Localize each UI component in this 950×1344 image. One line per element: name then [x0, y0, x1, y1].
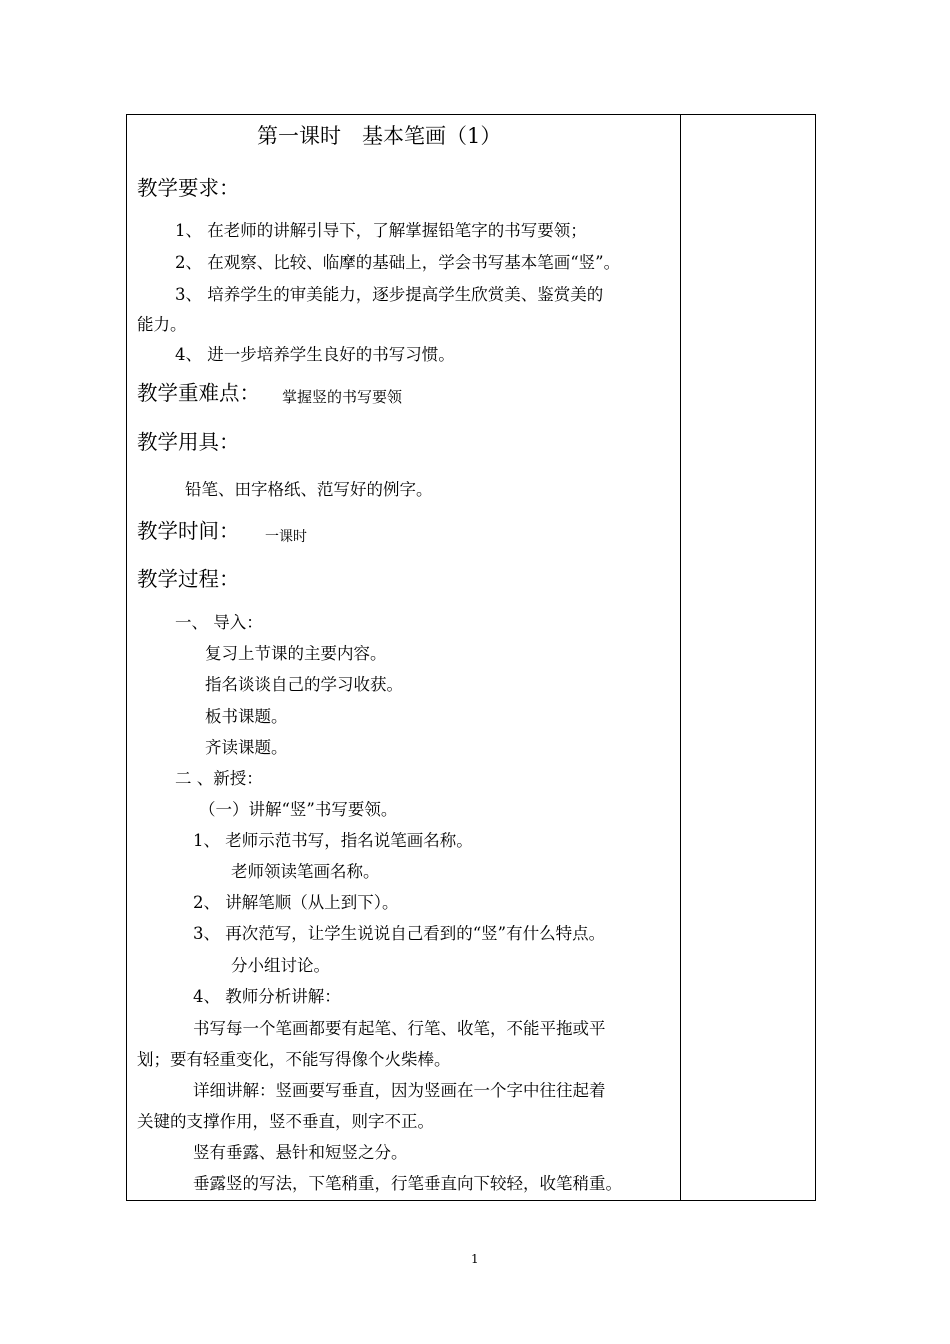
process-line: 3、 再次范写，让学生说说自己看到的“竖”有什么特点。	[193, 924, 606, 943]
lesson-content-cell	[127, 115, 680, 1200]
process-line: 书写每一个笔画都要有起笔、行笔、收笔，不能平拖或平	[193, 1019, 606, 1038]
process-line: 二 、新授：	[175, 769, 263, 788]
lesson-plan-table	[126, 114, 816, 1201]
process-line: 一、 导入：	[175, 613, 263, 632]
requirements-heading: 教学要求：	[137, 176, 240, 200]
time-heading: 教学时间：	[137, 519, 240, 543]
process-line: 垂露竖的写法，下笔稍重，行笔垂直向下较轻，收笔稍重。	[193, 1174, 622, 1193]
tools-value: 铅笔、田字格纸、范写好的例字。	[185, 480, 433, 499]
key-points-value: 掌握竖的书写要领	[282, 388, 403, 406]
requirement-item: 4、 进一步培养学生良好的书写习惯。	[175, 345, 455, 364]
process-line: 指名谈谈自己的学习收获。	[205, 675, 403, 694]
key-points-heading: 教学重难点：	[137, 381, 260, 405]
requirement-item: 2、 在观察、比较、临摩的基础上，学会书写基本笔画“竖”。	[175, 253, 621, 272]
process-line: 分小组讨论。	[231, 956, 330, 975]
process-heading: 教学过程：	[137, 567, 240, 591]
process-line: 关键的支撑作用，竖不垂直，则字不正。	[137, 1112, 434, 1131]
lesson-title: 第一课时 基本笔画（1）	[257, 124, 502, 148]
process-line: 详细讲解：竖画要写垂直，因为竖画在一个字中往往起着	[193, 1081, 606, 1100]
page-number: 1	[471, 1252, 479, 1266]
process-line: 2、 讲解笔顺（从上到下）。	[193, 893, 399, 912]
process-line: 复习上节课的主要内容。	[205, 644, 387, 663]
process-line: 竖有垂露、悬针和短竖之分。	[193, 1143, 408, 1162]
requirement-item: 1、 在老师的讲解引导下，了解掌握铅笔字的书写要领；	[175, 221, 587, 240]
process-line: （一）讲解“竖”书写要领。	[199, 800, 398, 819]
process-line: 老师领读笔画名称。	[231, 862, 380, 881]
time-value: 一课时	[265, 529, 307, 545]
process-line: 板书课题。	[205, 707, 288, 726]
notes-cell	[681, 115, 815, 1200]
process-line: 齐读课题。	[205, 738, 288, 757]
process-line: 4、 教师分析讲解：	[193, 987, 341, 1006]
process-line: 1、 老师示范书写，指名说笔画名称。	[193, 831, 473, 850]
requirement-item: 3、 培养学生的审美能力，逐步提高学生欣赏美、鉴赏美的	[175, 285, 604, 304]
requirement-item: 能力。	[137, 315, 187, 334]
process-line: 划；要有轻重变化，不能写得像个火柴棒。	[137, 1050, 451, 1069]
tools-heading: 教学用具：	[137, 430, 240, 454]
